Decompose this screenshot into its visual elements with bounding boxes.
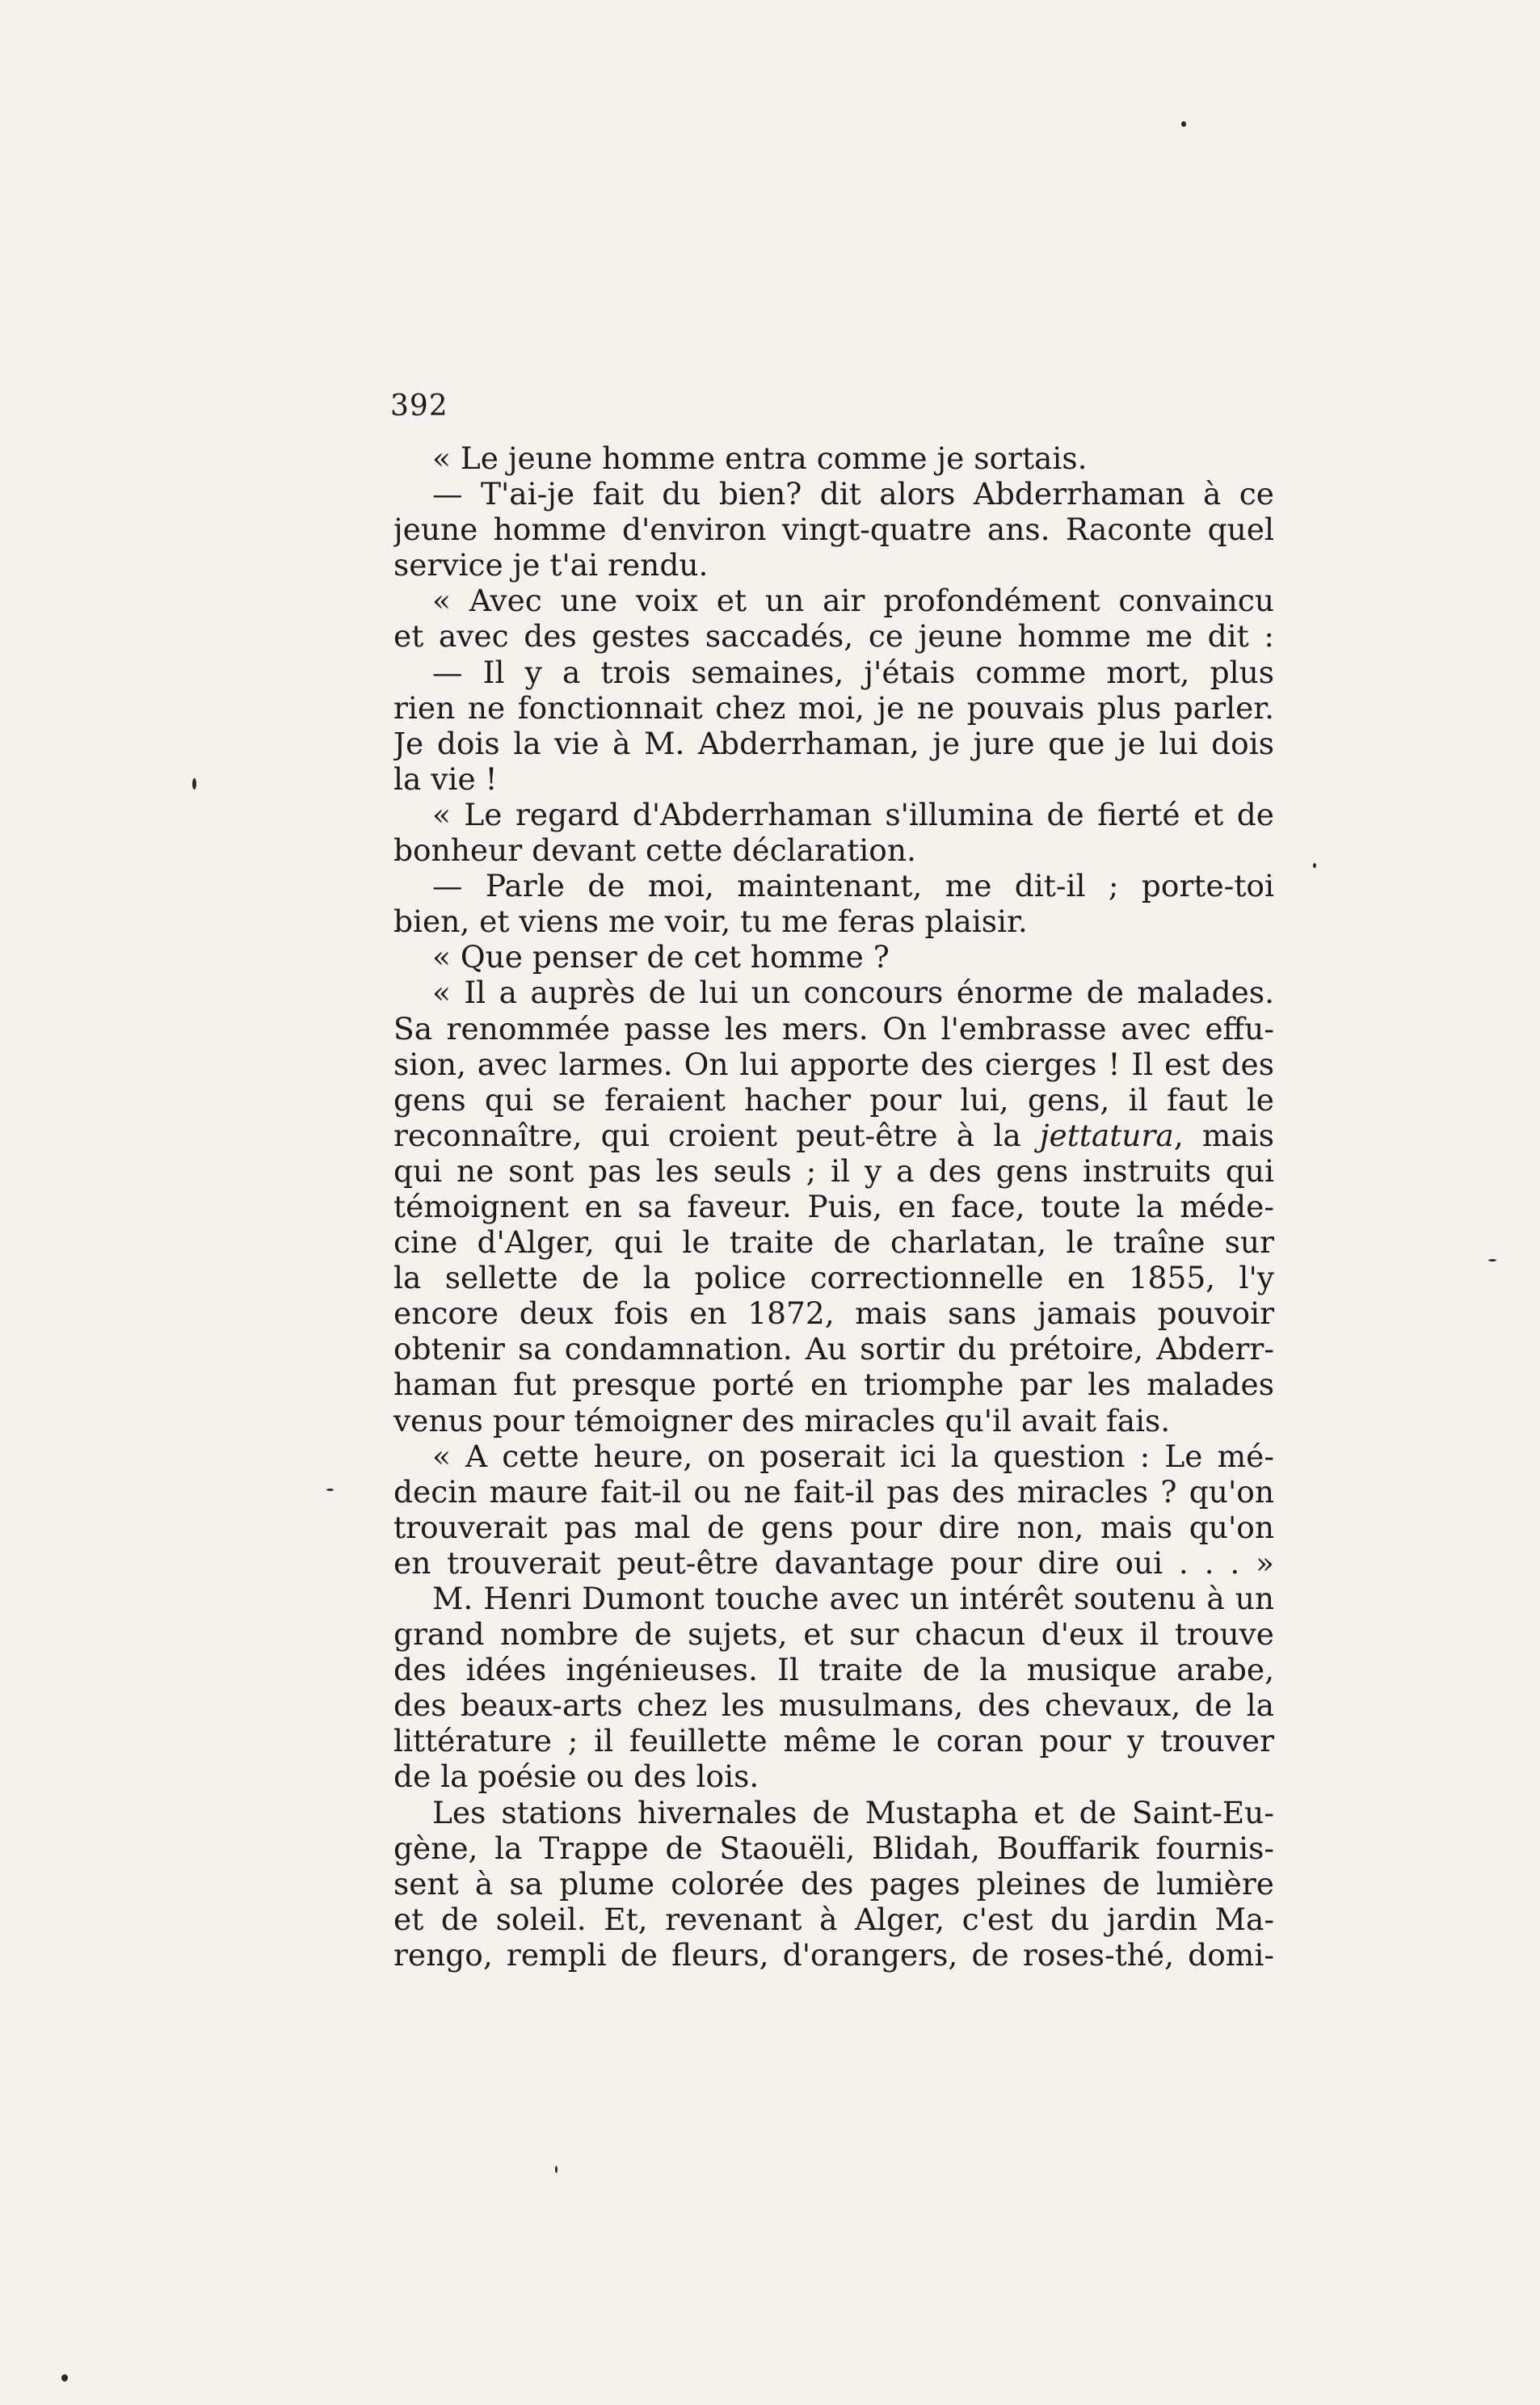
scan-speck	[555, 2166, 558, 2173]
text-segment: , mais	[1173, 1117, 1274, 1153]
text-line: service je t'ai rendu.	[393, 547, 709, 583]
text-line: sent à sa plume colorée des pages pleines de lumière	[393, 1865, 1274, 1902]
page-number: 392	[390, 390, 448, 423]
text-line: Sa renommée passe les mers. On l'embrasse avec effu-	[393, 1010, 1274, 1047]
text-line: bien, et viens me voir, tu me feras plaisir.	[393, 903, 1028, 940]
text-line: rien ne fonctionnait chez moi, je ne pouvais plus parler.	[393, 689, 1274, 726]
text-line: encore deux fois en 1872, mais sans jamais pouvoir	[393, 1295, 1274, 1332]
text-line: de la poésie ou des lois.	[393, 1758, 759, 1795]
text-line: « Que penser de cet homme ?	[432, 939, 890, 975]
text-line: sion, avec larmes. On lui apporte des cierges ! Il est des	[393, 1046, 1274, 1082]
text-line: decin maure fait-il ou ne fait-il pas des miracles ? qu'on	[393, 1473, 1274, 1510]
scan-speck	[61, 2374, 68, 2382]
body-text	[393, 440, 1274, 1973]
text-line: venus pour témoigner des miracles qu'il avait fais.	[393, 1402, 1171, 1438]
text-line: gène, la Trappe de Staouëli, Blidah, Bouffarik fournis-	[393, 1830, 1274, 1866]
text-line: « Le jeune homme entra comme je sortais.	[432, 440, 1088, 476]
text-line: des idées ingénieuses. Il traite de la musique arabe,	[393, 1652, 1274, 1688]
text-line: bonheur devant cette déclaration.	[393, 832, 916, 869]
text-line: témoignent en sa faveur. Puis, en face, toute la méde-	[393, 1188, 1274, 1224]
text-line: en trouverait peut-être davantage pour dire oui . . . »	[393, 1544, 1274, 1581]
scan-speck	[1181, 121, 1186, 127]
text-line: « Il a auprès de lui un concours énorme de malades.	[432, 975, 1274, 1011]
text-line: rengo, rempli de fleurs, d'orangers, de roses-thé, domi-	[393, 1936, 1274, 1973]
text-line: — Il y a trois semaines, j'étais comme mort, plus	[432, 654, 1274, 690]
text-line	[393, 1118, 1274, 1153]
text-line: et de soleil. Et, revenant à Alger, c'est du jardin Ma-	[393, 1901, 1274, 1937]
text-line: Je dois la vie à M. Abderrhaman, je jure que je lui dois	[393, 725, 1274, 761]
text-line: haman fut presque porté en triomphe par les malades	[393, 1367, 1274, 1403]
text-line: M. Henri Dumont touche avec un intérêt soutenu à un	[432, 1581, 1274, 1616]
text-line: Les stations hivernales de Mustapha et de Saint-Eu-	[432, 1794, 1274, 1830]
text-line: « A cette heure, on poserait ici la question : Le mé-	[432, 1438, 1274, 1474]
text-line: « Avec une voix et un air profondément convaincu	[432, 583, 1274, 619]
scan-speck	[1488, 1259, 1496, 1261]
text-line: littérature ; il feuillette même le coran pour y trouver	[393, 1723, 1274, 1759]
text-line: trouverait pas mal de gens pour dire non, mais qu'on	[393, 1509, 1274, 1545]
text-line: des beaux-arts chez les musulmans, des chevaux, de la	[393, 1687, 1274, 1724]
text-line: grand nombre de sujets, et sur chacun d'eux il trouve	[393, 1616, 1274, 1653]
text-line: la vie !	[393, 760, 498, 797]
text-line: obtenir sa condamnation. Au sortir du prétoire, Abderr-	[393, 1331, 1274, 1367]
text-line: — Parle de moi, maintenant, me dit-il ; porte-toi	[432, 868, 1274, 904]
scan-speck	[326, 1489, 334, 1491]
scan-speck	[192, 778, 196, 790]
text-line: « Le regard d'Abderrhaman s'illumina de fierté et de	[432, 796, 1274, 832]
text-line: et avec des gestes saccadés, ce jeune homme me dit :	[393, 618, 1274, 655]
text-line: gens qui se feraient hacher pour lui, gens, il faut le	[393, 1081, 1274, 1118]
text-line: jeune homme d'environ vingt-quatre ans. Raconte quel	[393, 512, 1274, 548]
italic-term: jettatura	[1039, 1117, 1174, 1153]
text-line: la sellette de la police correctionnelle en 1855, l'y	[393, 1260, 1274, 1296]
text-line: qui ne sont pas les seuls ; il y a des gens instruits qui	[393, 1152, 1274, 1189]
text-line: cine d'Alger, qui le traite de charlatan, le traîne sur	[393, 1224, 1274, 1261]
scan-speck	[1313, 863, 1316, 868]
text-line: — T'ai-je fait du bien? dit alors Abderrhaman à ce	[432, 476, 1274, 512]
text-segment: reconnaître, qui croient peut-être à la	[393, 1117, 1040, 1153]
